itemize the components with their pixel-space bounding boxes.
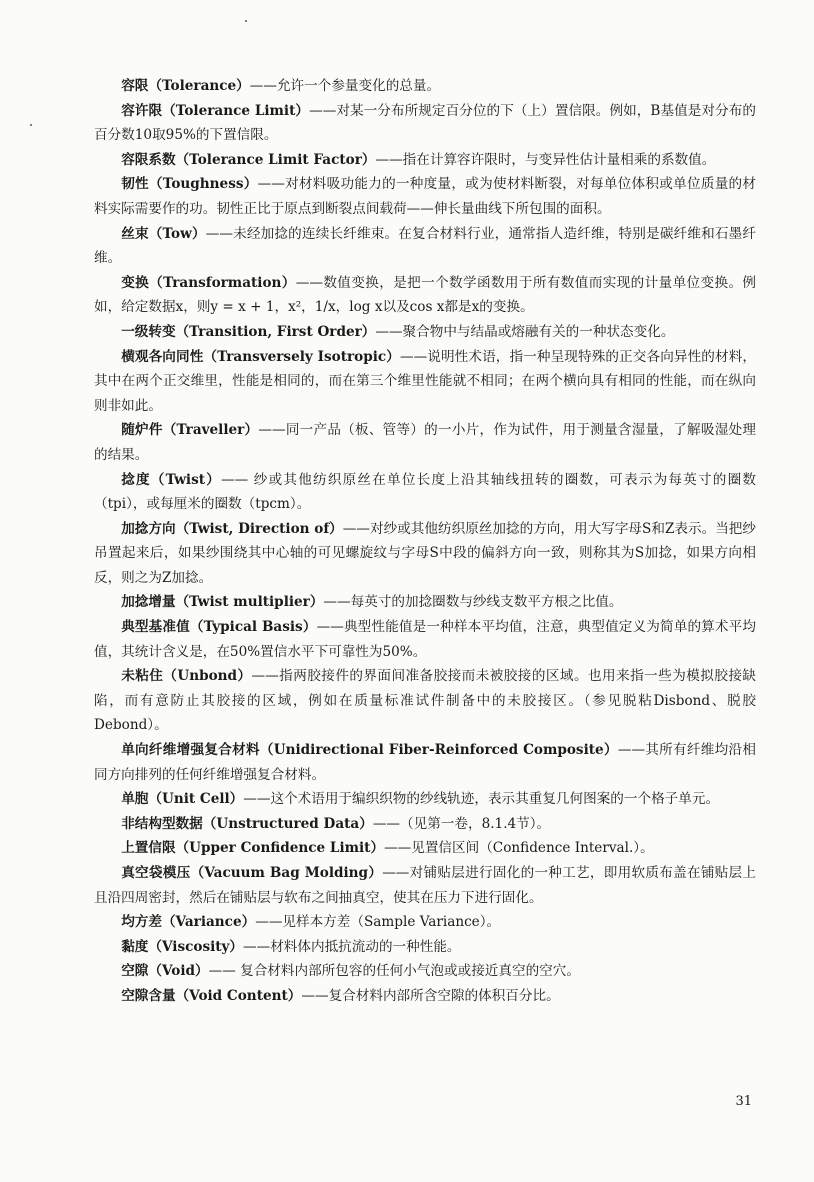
glossary-definition: ——其所有纤维均沿相同方向排列的任何纤维增强复合材料。: [94, 742, 757, 783]
glossary-term: 均方差（Variance）: [121, 914, 256, 931]
glossary-entry: [94, 271, 756, 320]
glossary-definition: ——聚合物中与结晶或熔融有关的一种状态变化。: [375, 323, 675, 340]
glossary-term: 丝束（Tow）: [121, 225, 206, 242]
glossary-entry: [94, 984, 756, 1009]
glossary-term: 黏度（Viscosity）: [121, 938, 244, 955]
glossary-term: 变换（Transformation）: [121, 274, 296, 291]
glossary-term: 加捻增量（Twist multiplier）: [121, 594, 324, 611]
glossary-definition: ——材料体内抵抗流动的一种性能。: [243, 938, 461, 955]
scan-speck: [30, 124, 32, 126]
glossary-definition: ——每英寸的加捻圈数与纱线支数平方根之比值。: [323, 594, 623, 611]
glossary-term: 容许限（Tolerance Limit）: [121, 102, 310, 119]
glossary-term: 真空袋模压（Vacuum Bag Molding）: [121, 865, 383, 881]
glossary-definition: ——说明性术语，指一种呈现特殊的正交各向异性的材料，其中在两个正交维里，性能是相同的，而在第三个维里性能就不相同；在两个横向具有相同的性能，而在纵向则非如此。: [94, 348, 756, 414]
glossary-entry: [94, 861, 756, 910]
glossary-definition: ——这个术语用于编织织物的纱线轨迹，表示其重复几何图案的一个格子单元。: [243, 791, 720, 808]
glossary-entry: [94, 172, 756, 221]
glossary-term: 未粘住（Unbond）: [121, 668, 252, 685]
glossary-definition: —— 复合材料内部所包容的任何小气泡或或接近真空的空穴。: [208, 963, 580, 980]
glossary-term: 一级转变（Transition, First Order）: [121, 323, 376, 340]
glossary-definition: ——未经加捻的连续长纤维束。在复合材料行业，通常指人造纤维，特别是碳纤维和石墨纤维。: [94, 225, 757, 267]
glossary-term: 横观各向同性（Transversely Isotropic）: [121, 348, 400, 365]
glossary-term: 空隙含量（Void Content）: [121, 987, 302, 1004]
glossary-definition: ——指两胶接件的界面间准备胶接而未被胶接的区域。也用来指一些为模拟胶接缺陷，而有意防止其胶接的区域，例如在质量标准试件制备中的未胶接区。（参见脱粘Disbond、脱胶 Debond）。: [94, 668, 757, 734]
glossary-entry: [94, 320, 756, 345]
glossary-definition: ——同一产品（板、管等）的一小片，作为试件，用于测量含湿量，了解吸湿处理的结果。: [94, 422, 756, 463]
glossary-definition: ——复合材料内部所含空隙的体积百分比。: [301, 987, 560, 1004]
glossary-entry: [94, 468, 756, 517]
page-number: 31: [735, 1094, 752, 1109]
glossary-term: 容限（Tolerance）: [121, 78, 250, 94]
glossary-entry: [94, 148, 756, 173]
glossary-entry: [94, 664, 756, 738]
glossary-term: 单胞（Unit Cell）: [121, 791, 244, 808]
glossary-entry: [94, 787, 756, 812]
glossary-definition: ——对纱或其他纺织原丝加捻的方向，用大写字母S和Z表示。当把纱吊置起来后，如果纱围绕其中心轴的可见螺旋纹与字母S中段的偏斜方向一致，则称其为S加捻，如果方向相反，则之为Z加捻。: [94, 520, 756, 586]
glossary-definition: ——见置信区间（Confidence Interval.）。: [384, 840, 654, 857]
glossary-entry: [94, 517, 756, 591]
glossary-term: 空隙（Void）: [121, 963, 209, 980]
glossary-entry: [94, 418, 756, 467]
scan-speck: [245, 20, 247, 22]
glossary-definition: ——对材料吸功能力的一种度量，或为使材料断裂，对每单位体积或单位质量的材料实际需要作的功。韧性正比于原点到断裂点间载荷——伸长量曲线下所包围的面积。: [94, 176, 757, 217]
glossary-definition: ——见样本方差（Sample Variance）。: [255, 914, 501, 931]
glossary-term: 加捻方向（Twist, Direction of）: [121, 520, 343, 537]
glossary-definition: ——允许一个参量变化的总量。: [249, 78, 441, 94]
glossary-term: 容限系数（Tolerance Limit Factor）: [121, 151, 376, 168]
glossary-term: 非结构型数据（Unstructured Data）: [121, 815, 373, 832]
glossary-definition: —— 纱或其他纺织原丝在单位长度上沿其轴线扭转的圈数，可表示为每英寸的圈数（tpi），或每厘米的圈数（tpcm）。: [94, 471, 757, 513]
glossary-term: 上置信限（Upper Confidence Limit）: [121, 840, 385, 857]
glossary-term: 典型基准值（Typical Basis）: [121, 619, 317, 636]
glossary-entry: [94, 935, 756, 960]
glossary-entry: [94, 738, 756, 787]
glossary-entry: [94, 74, 756, 99]
glossary-term: 单向纤维增强复合材料（Unidirectional Fiber-Reinforced Composite）: [121, 742, 618, 759]
glossary-definition: ——典型性能值是一种样本平均值，注意，典型值定义为简单的算术平均值，其统计含义是，在50%置信水平下可靠性为50%。: [94, 619, 756, 660]
glossary-entry: [94, 836, 756, 861]
glossary-page: [94, 74, 756, 1009]
glossary-definition: ——对铺贴层进行固化的一种工艺，即用软质布盖在铺贴层上且沿四周密封，然后在铺贴层与软布之间抽真空，使其在压力下进行固化。: [94, 865, 757, 906]
glossary-entry: [94, 812, 756, 837]
glossary-entry: [94, 222, 756, 271]
glossary-entry: [94, 959, 756, 984]
glossary-term: 韧性（Toughness）: [121, 176, 258, 193]
glossary-entry: [94, 99, 756, 148]
glossary-entry: [94, 615, 756, 664]
glossary-term: 随炉件（Traveller）: [121, 422, 259, 439]
glossary-definition: ——（见第一卷，8.1.4节）。: [372, 815, 551, 832]
glossary-definition: ——数值变换，是把一个数学函数用于所有数值而实现的计量单位变换。例如，给定数据x，则y = x + 1，x²，1/x，log x以及cos x都是x的变换。: [94, 274, 757, 316]
glossary-entry: [94, 590, 756, 615]
glossary-definition: ——指在计算容许限时，与变异性估计量相乘的系数值。: [375, 151, 716, 168]
glossary-term: 捻度（Twist）: [121, 471, 222, 488]
glossary-entry: [94, 345, 756, 419]
glossary-definition: ——对某一分布所规定百分位的下（上）置信限。例如，B基值是对分布的百分数10取95%的下置信限。: [94, 102, 756, 144]
glossary-entry: [94, 910, 756, 935]
